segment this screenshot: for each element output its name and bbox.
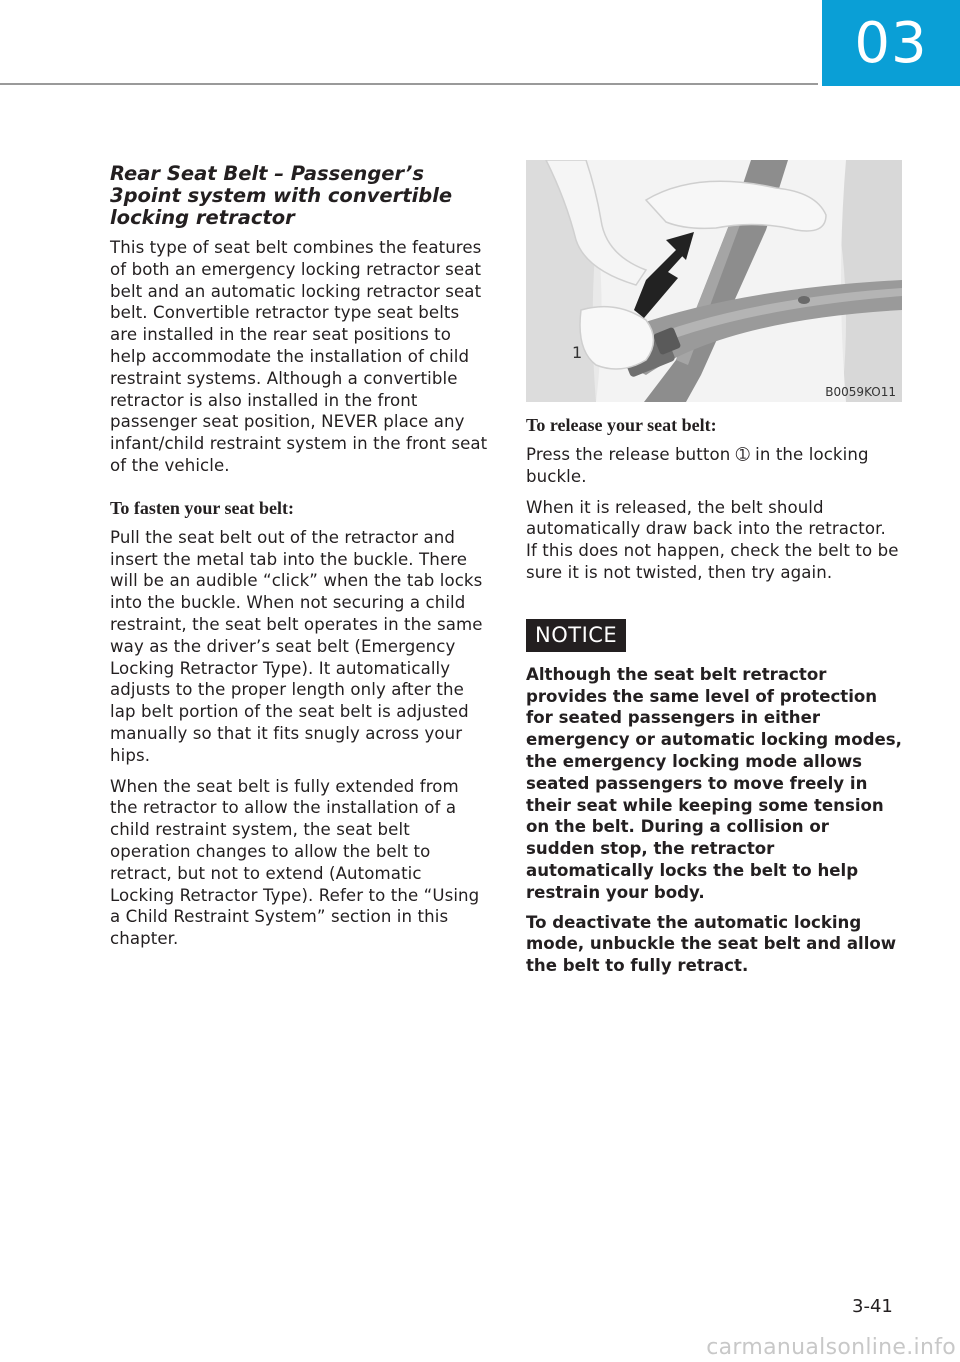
belt-grommet <box>798 296 810 304</box>
release-paragraph-1: Press the release button ➀ in the locking buckle. <box>526 445 869 486</box>
callout-label: 1 <box>572 343 583 362</box>
chapter-number: 03 <box>854 10 928 76</box>
notice-paragraph-1: Although the seat belt retractor provides the same level of protection for seated passengers in either emergency or automatic locking modes, the emergency locking mode allows seated passengers to move freely in their seat while keeping some tension on the belt. During a collision or sudden stop, the retractor automatically locks the belt to help restrain your body. <box>526 664 902 902</box>
watermark: carmanualsonline.info <box>706 1335 956 1360</box>
left-column <box>110 160 490 959</box>
release-heading: To release your seat belt: <box>526 415 717 435</box>
intro-paragraph: This type of seat belt combines the features of both an emergency locking retractor seat belt and an automatic locking retractor seat belt. Convertible retractor type seat belts are installed in the rear seat positions to help accommodate the installation of child restraint systems. Although a convertible retractor is also installed in the front passenger seat position, NEVER place any infant/child restraint system in the front seat of the vehicle. <box>110 238 488 475</box>
fasten-paragraph-2: When the seat belt is fully extended from the retractor to allow the installation of a child restraint system, the seat belt operation changes to allow the belt to retract, but not to extend (Automatic Locking Retractor Type). Refer to the “Using a Child Restraint System” section in this chapter. <box>110 776 480 949</box>
fasten-paragraph-1: Pull the seat belt out of the retractor and insert the metal tab into the buckle. There will be an audible “click” when the tab locks into the buckle. When not securing a child restraint, the seat belt operates in the same way as the driver’s seat belt (Emergency Locking Retractor Type). It automatically adjusts to the proper length only after the lap belt portion of the seat belt is adjusted manually so that it fits snugly across your hips. <box>110 527 483 765</box>
notice-badge: NOTICE <box>526 619 626 652</box>
release-paragraph-2: When it is released, the belt should automatically draw back into the retractor. If this does not happen, check the belt to be sure it is not twisted, then try again. <box>526 497 899 582</box>
fasten-heading: To fasten your seat belt: <box>110 497 294 518</box>
figure-code: B0059KO11 <box>825 385 896 399</box>
seat-belt-figure <box>526 160 902 402</box>
chapter-tab <box>822 0 960 86</box>
section-title: Rear Seat Belt – Passenger’s 3point system with convertible locking retractor <box>110 162 453 229</box>
notice-paragraph-2: To deactivate the automatic locking mode, unbuckle the seat belt and allow the belt to fully retract. <box>526 912 897 976</box>
right-column <box>526 160 902 985</box>
page-number: 3-41 <box>852 1296 893 1317</box>
header-rule <box>0 83 818 85</box>
seat-belt-illustration <box>526 160 902 402</box>
